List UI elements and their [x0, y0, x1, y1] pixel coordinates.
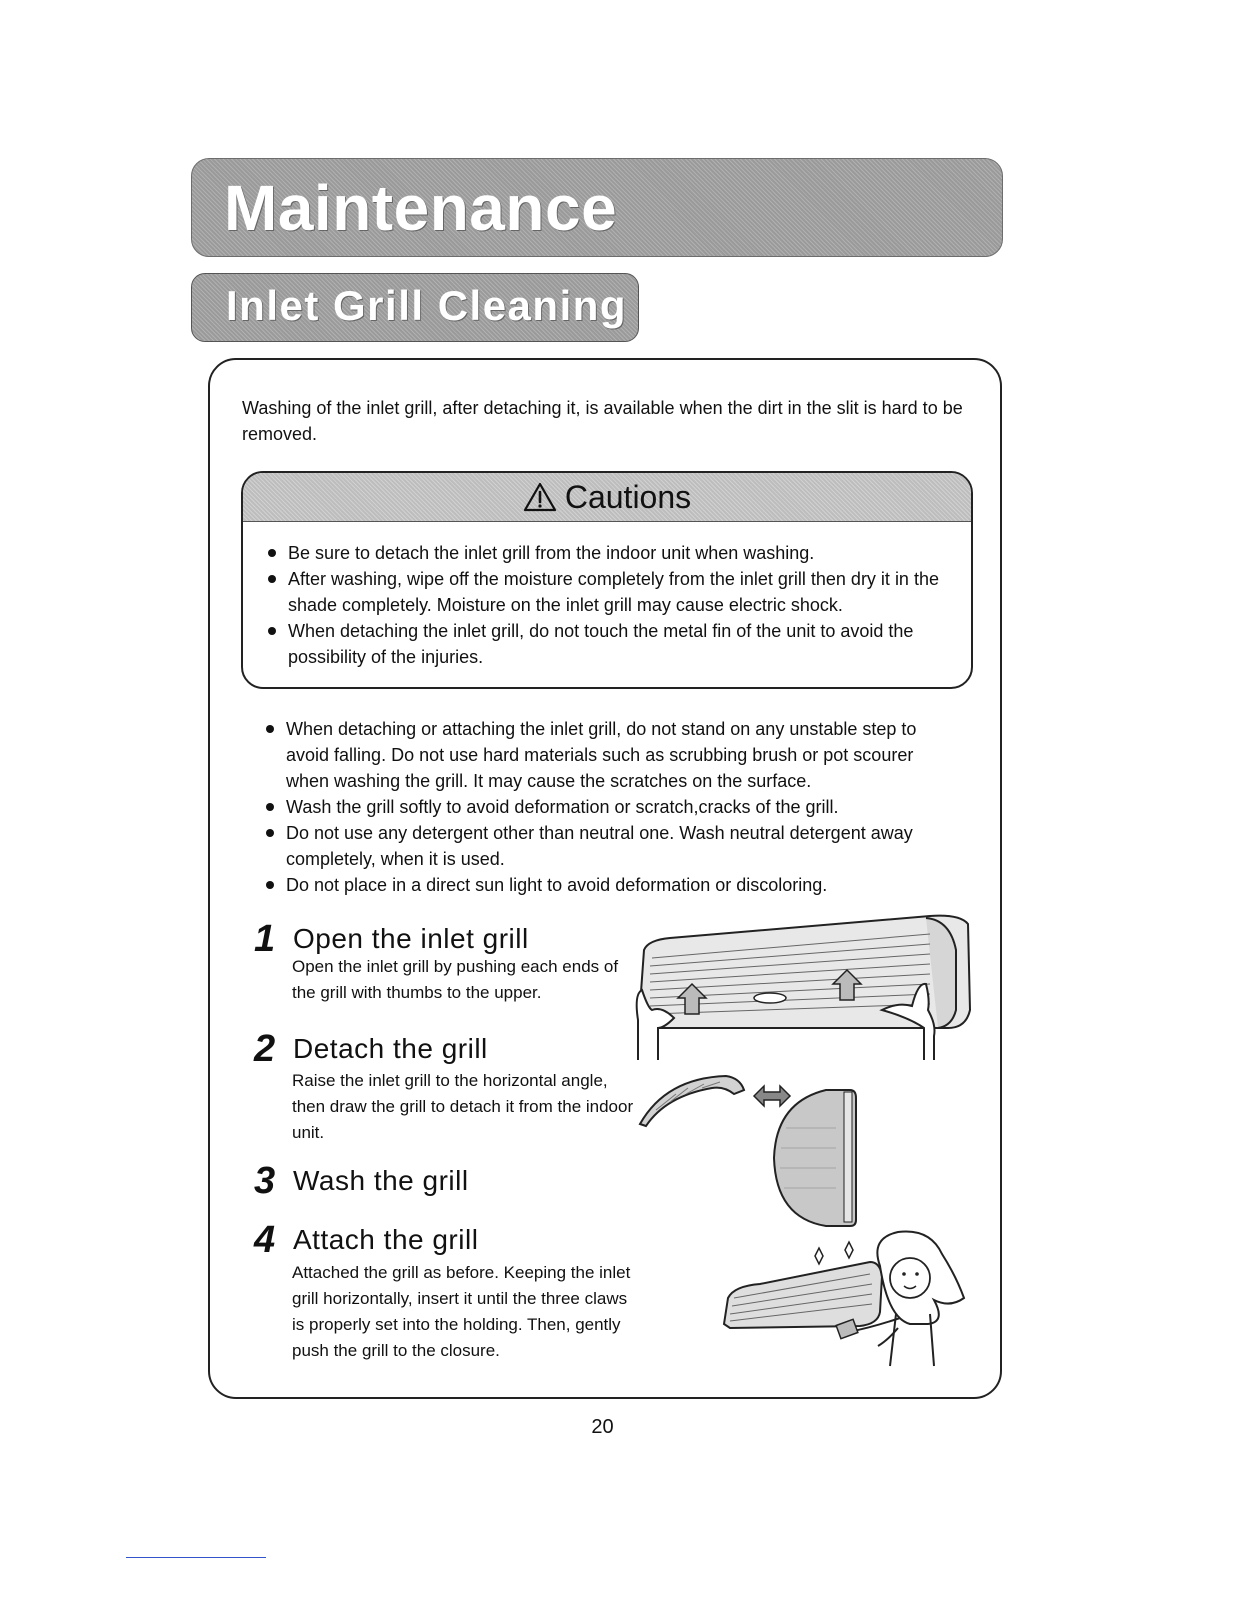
footer-rule [126, 1557, 266, 1558]
subsection-banner [191, 273, 639, 342]
step-number: 2 [254, 1028, 276, 1070]
attach-grill-illustration [720, 1228, 970, 1370]
detach-grill-illustration [636, 1068, 861, 1228]
list-item: Do not place in a direct sun light to avoid deformation or discoloring. [266, 872, 961, 898]
list-item: After washing, wipe off the moisture completely from the inlet grill then dry it in the shade completely. Moisture on the inlet grill may cause electric shock. [268, 566, 963, 618]
cautions-list [268, 540, 963, 670]
step-title: Attach the grill [293, 1224, 479, 1255]
step-description: Raise the inlet grill to the horizontal angle, then draw the grill to detach it from the indoor unit. [292, 1071, 634, 1142]
intro-text: Washing of the inlet grill, after detaching it, is available when the dirt in the slit is hard to be removed. [242, 398, 963, 444]
notes-list [266, 716, 961, 898]
step-title: Detach the grill [293, 1033, 488, 1064]
step-number: 3 [254, 1160, 276, 1202]
step-title: Open the inlet grill [293, 923, 529, 954]
step-description: Attached the grill as before. Keeping the inlet grill horizontally, insert it until the three claws is properly set into the holding. Then, gently push the grill to the closure. [292, 1263, 631, 1360]
list-item: Be sure to detach the inlet grill from the indoor unit when washing. [268, 540, 963, 566]
step-description: Open the inlet grill by pushing each ends of the grill with thumbs to the upper. [292, 957, 619, 1002]
step-number: 4 [254, 1219, 276, 1261]
list-item: When detaching the inlet grill, do not touch the metal fin of the unit to avoid the possibility of the injuries. [268, 618, 963, 670]
cautions-header [243, 473, 971, 522]
step-title: Wash the grill [293, 1165, 469, 1196]
cautions-box [241, 471, 973, 689]
page-title: Maintenance [224, 172, 618, 244]
page-number: 20 [591, 1416, 614, 1438]
list-item: When detaching or attaching the inlet grill, do not stand on any unstable step to avoid falling. Do not use hard materials such as scrubbing brush or pot scourer when washing the grill. It may cause the scratches on the surface. [266, 716, 961, 794]
warning-triangle-icon [523, 482, 557, 512]
open-grill-illustration [630, 910, 975, 1062]
list-item: Do not use any detergent other than neutral one. Wash neutral detergent away completely, when it is used. [266, 820, 961, 872]
step-number: 1 [254, 918, 276, 960]
subsection-title: Inlet Grill Cleaning [226, 282, 628, 329]
list-item: Wash the grill softly to avoid deformation or scratch,cracks of the grill. [266, 794, 961, 820]
cautions-title: Cautions [564, 479, 692, 515]
section-banner [191, 158, 1003, 257]
